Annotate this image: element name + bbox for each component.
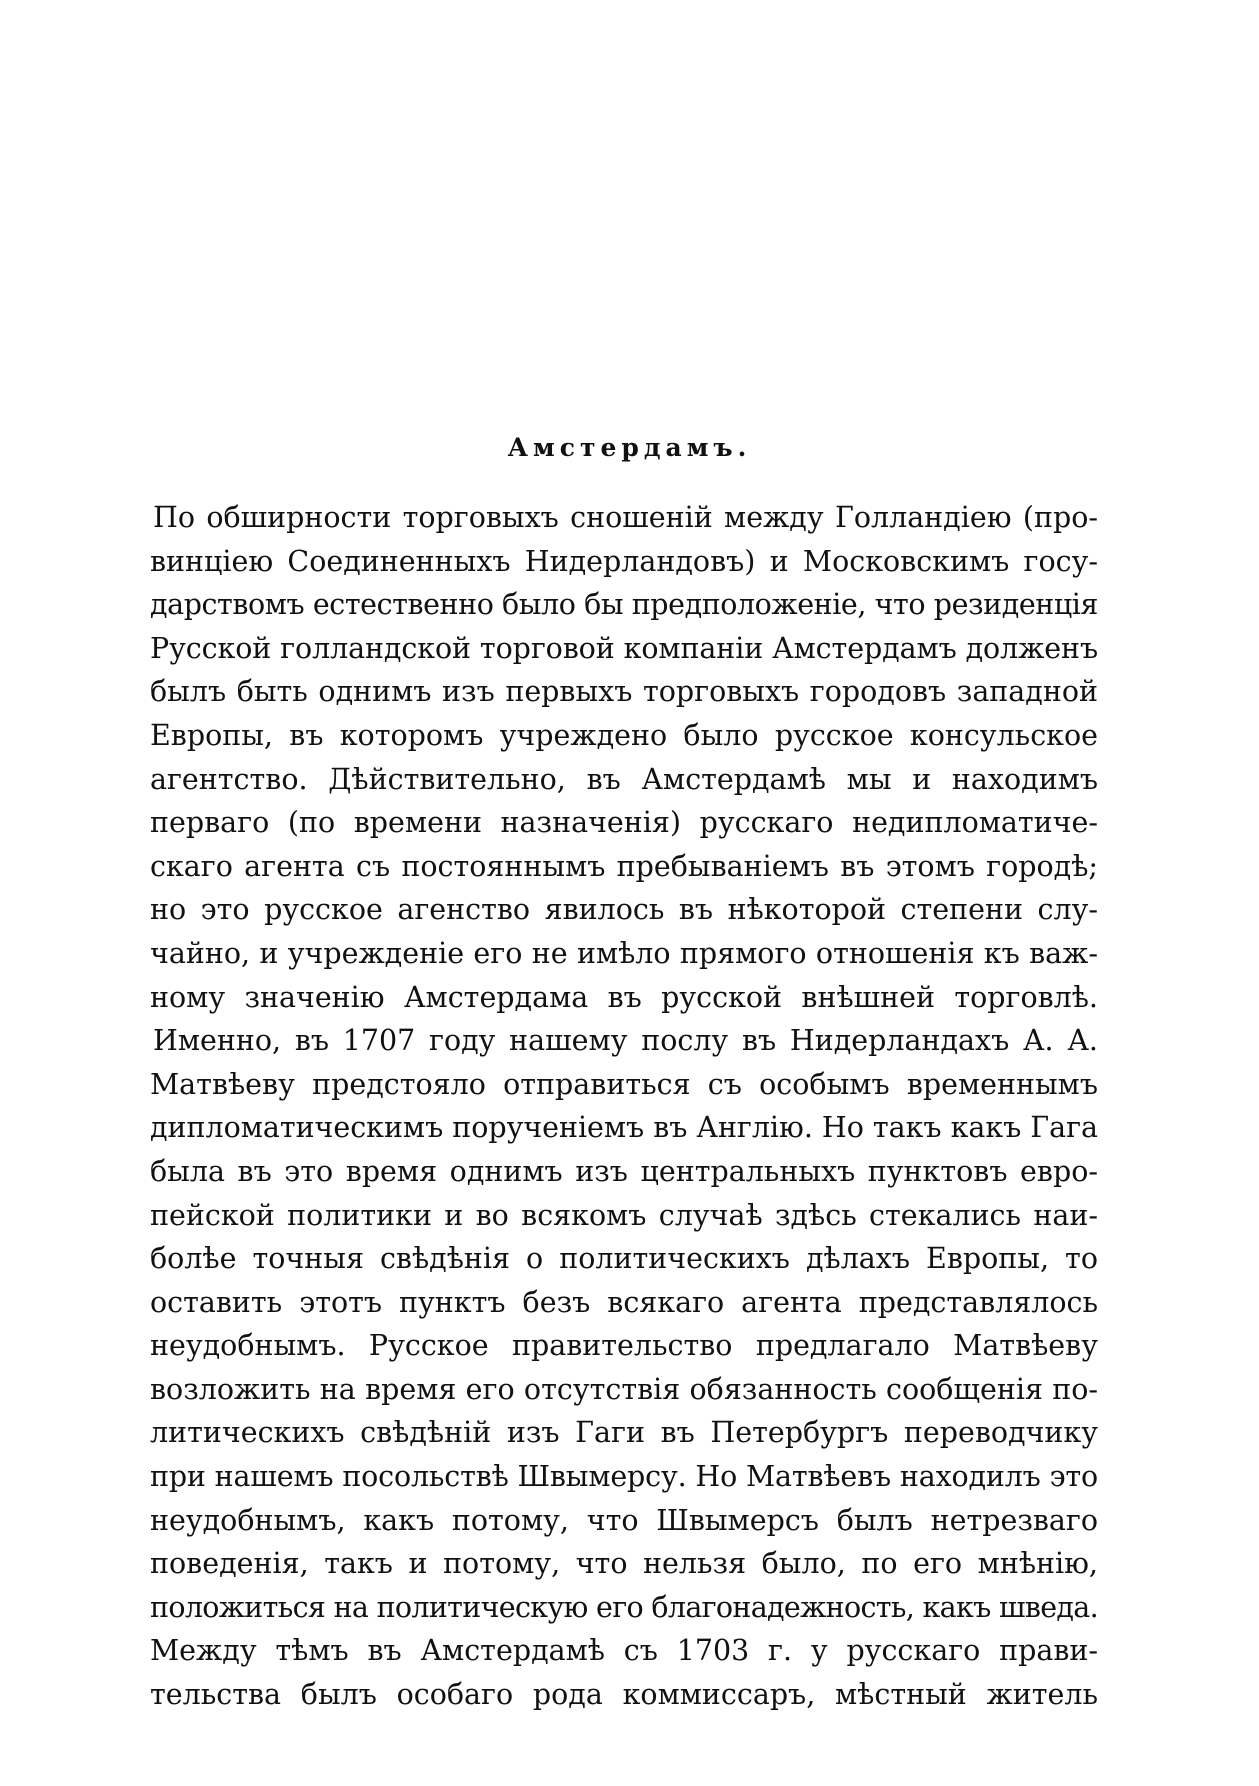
text-line: неудобнымъ, какъ потому, что Швымерсъ былъ нетрезваго [150,1503,1098,1537]
text-line: положиться на политическую его благонадежность, какъ шведа. [150,1590,1098,1624]
text-line: По обширности торговыхъ сношеній между Голландіею (про- [153,501,1098,534]
text-line: перваго (по времени назначенія) русскаго недипломатиче- [150,806,1098,840]
text-line: скаго агента съ постояннымъ пребываніемъ въ этомъ городѣ; [150,849,1098,883]
text-line: возложить на время его отсутствія обязанность сообщенія по- [150,1372,1098,1406]
text-line: оставить этотъ пунктъ безъ всякаго агента представлялось [150,1285,1098,1319]
section-title: Амстердамъ. [507,433,752,462]
text-line: поведенія, такъ и потому, что нельзя было, по его мнѣнію, [150,1547,1098,1581]
text-line: тельства былъ особаго рода коммиссаръ, мѣстный житель [150,1678,1098,1712]
text-line: дипломатическимъ порученіемъ въ Англію. Но такъ какъ Гага [150,1111,1098,1145]
text-line: Именно, въ 1707 году нашему послу въ Нидерландахъ А. А. [153,1024,1098,1058]
text-line: пейской политики и во всякомъ случаѣ здѣсь стекались наи- [150,1198,1098,1232]
text-line: винціею Соединенныхъ Нидерландовъ) и Московскимъ госу- [150,544,1098,578]
text-line: была въ это время однимъ изъ центральныхъ пунктовъ евро- [150,1154,1098,1188]
text-line: при нашемъ посольствѣ Швымерсу. Но Матвѣевъ находилъ это [150,1460,1098,1494]
text-line: Между тѣмъ въ Амстердамѣ съ 1703 г. у русскаго прави- [150,1634,1098,1668]
text-line: Европы, въ которомъ учреждено было русское консульское [150,718,1098,752]
text-line: агентство. Дѣйствительно, въ Амстердамѣ мы и находимъ [150,762,1098,796]
text-line: чайно, и учрежденіе его не имѣло прямого отношенія къ важ- [150,936,1098,970]
text-line: Русской голландской торговой компаніи Амстердамъ долженъ [150,631,1098,665]
text-line: Матвѣеву предстояло отправиться съ особымъ временнымъ [150,1067,1098,1101]
text-line: литическихъ свѣдѣній изъ Гаги въ Петербургъ переводчику [150,1416,1098,1450]
text-line: неудобнымъ. Русское правительство предлагало Матвѣеву [150,1329,1098,1363]
body-text [150,496,1098,1717]
text-line: болѣе точныя свѣдѣнія о политическихъ дѣлахъ Европы, то [150,1242,1098,1276]
text-line: былъ быть однимъ изъ первыхъ торговыхъ городовъ западной [150,675,1098,709]
text-line: дарствомъ естественно было бы предположеніе, что резиденція [150,588,1098,622]
text-line: ному значенію Амстердама въ русской внѣшней торговлѣ. [150,980,1098,1014]
text-line: но это русское агенство явилось въ нѣкоторой степени слу- [150,893,1098,927]
